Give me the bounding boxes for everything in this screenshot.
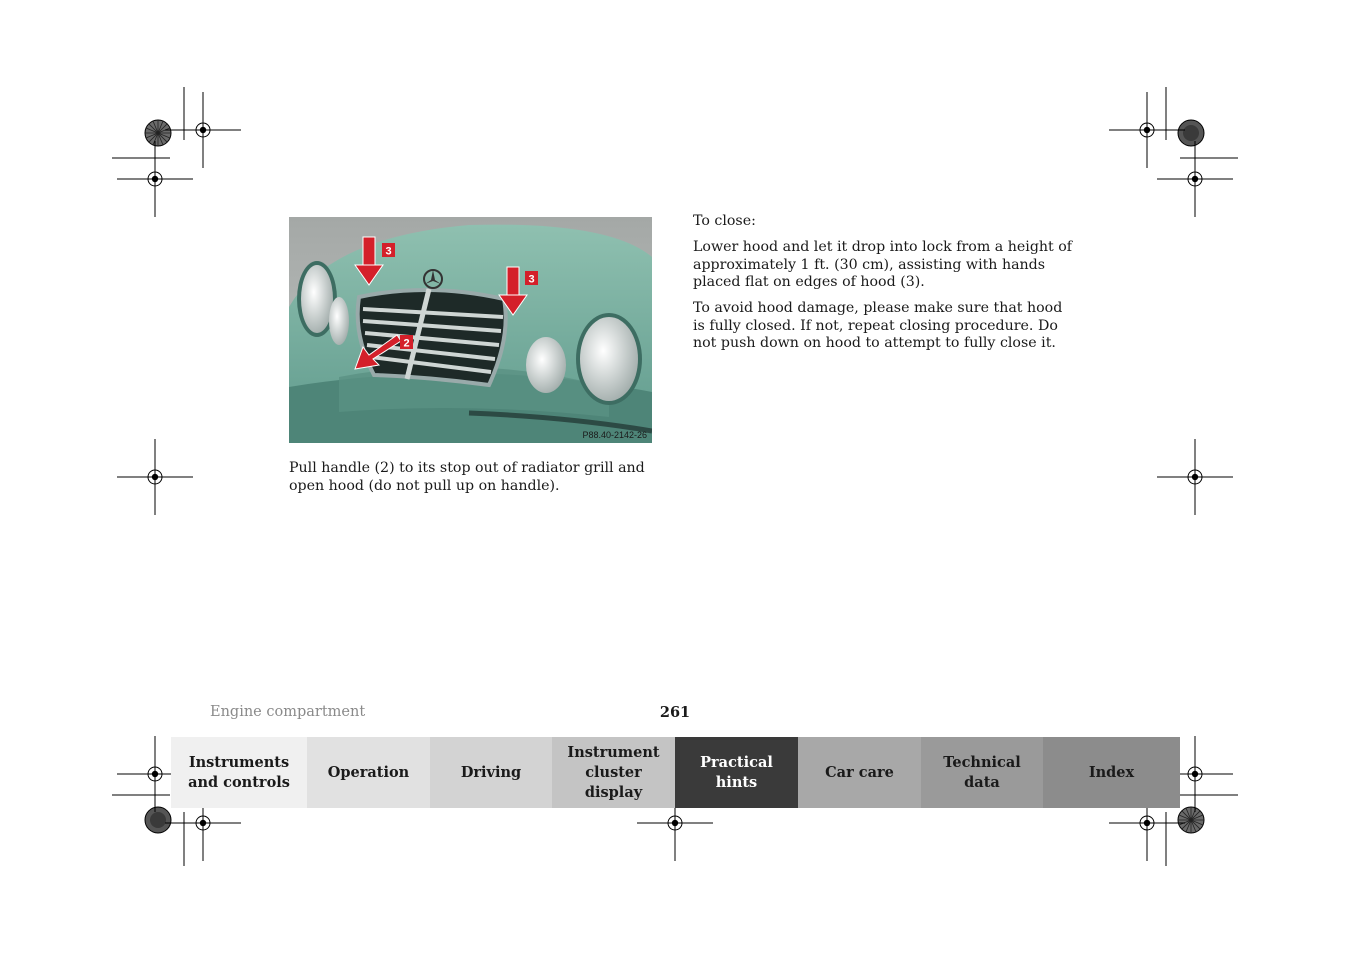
chapter-navigation [171, 737, 1180, 808]
tab-car-care[interactable] [798, 737, 921, 808]
tab-operation[interactable] [307, 737, 430, 808]
tab-label: Instruments and controls [188, 753, 290, 791]
svg-text:3: 3 [385, 245, 392, 258]
section-title: Engine compartment [210, 704, 366, 720]
closing-instructions [693, 213, 1073, 361]
hood-opening-illustration [289, 217, 652, 443]
closing-paragraph-1: Lower hood and let it drop into lock from a height of approximately 1 ft. (30 cm), assisting with hands placed flat on edges of hood (3). [693, 239, 1073, 290]
tab-label: Technical data [943, 753, 1021, 791]
tab-technical-data[interactable] [921, 737, 1043, 808]
car-front-illustration [289, 217, 652, 443]
tab-label: Practical hints [700, 753, 773, 791]
closing-heading: To close: [693, 213, 756, 229]
svg-text:3: 3 [528, 273, 535, 286]
tab-label: Driving [460, 763, 522, 781]
tab-index[interactable] [1043, 737, 1180, 808]
tab-driving[interactable] [430, 737, 552, 808]
tab-label: Instrument cluster display [567, 743, 660, 801]
figure-code: P88.40-2142-26 [582, 430, 647, 440]
radiator-grill [358, 289, 506, 385]
tab-practical-hints[interactable] [675, 737, 798, 808]
tab-label: Operation [327, 763, 410, 781]
closing-paragraph-2: To avoid hood damage, please make sure that hood is fully closed. If not, repeat closing procedure. Do not push down on hood to attempt to fully close it. [693, 300, 1063, 351]
tab-instruments-and-controls[interactable] [171, 737, 307, 808]
tab-instrument-cluster-display[interactable] [552, 737, 675, 808]
figure-caption: Pull handle (2) to its stop out of radiator grill and open hood (do not pull up on handle). [289, 460, 645, 494]
page-number: 261 [659, 704, 691, 721]
svg-text:2: 2 [403, 337, 410, 350]
tab-label: Car care [825, 763, 894, 781]
tab-label: Index [1088, 763, 1135, 781]
